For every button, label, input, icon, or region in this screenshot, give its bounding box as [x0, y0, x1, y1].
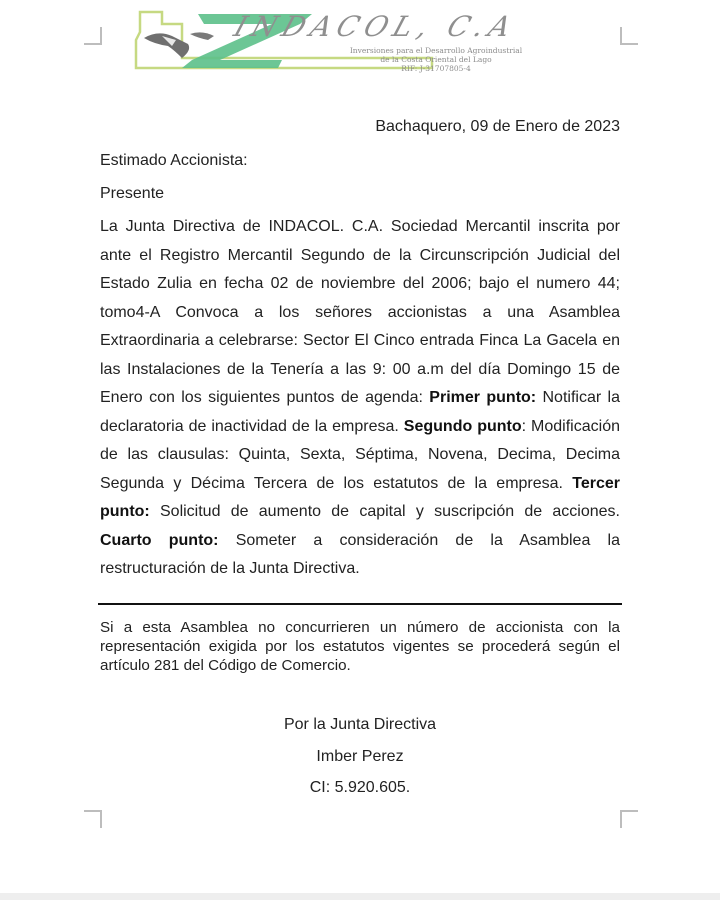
margin-corner-top-right [620, 27, 638, 45]
date-line: Bachaquero, 09 de Enero de 2023 [375, 118, 620, 135]
agenda-point-2-label: Segundo punto [403, 417, 522, 435]
agenda-point-3-text: Solicitud de aumento de capital y suscripción de acciones. [149, 503, 620, 520]
agenda-point-4-label: Cuarto punto: [100, 531, 219, 549]
company-logo [132, 6, 582, 82]
page-bottom-edge [0, 893, 720, 900]
signatory-name: Imber Perez [316, 748, 404, 765]
logo-subtitle-line-2: de la Costa Oriental del Lago [380, 55, 492, 64]
agenda-point-2-text: : Modificación de las clausulas: Quinta, Sexta, Séptima, Novena, Decima, Decima Segunda y Décima Tercera de los estatutos de la empresa. [100, 417, 620, 492]
greeting: Estimado Accionista: [100, 152, 248, 169]
signatory-id: CI: 5.920.605. [309, 779, 411, 796]
letter-body [100, 213, 620, 584]
agenda-point-4-text: Someter a consideración de la Asamblea la restructuración de la Junta Directiva. [100, 531, 620, 577]
logo-subtitle [300, 46, 572, 73]
agenda-point-1-label: Primer punto: [429, 389, 537, 406]
body-intro: La Junta Directiva de INDACOL. C.A. Sociedad Mercantil inscrita por ante el Registro Mercantil Segundo de la Circunscripción Judicial del Estado Zulia en fecha 02 de noviembre del 2006; bajo el numero 44; tomo4-A Convoca a los señores accionistas a una Asamblea Extraordinaria a celebrarse: Sector El Cinco entrada Finca La Gacela en las Instalaciones de la Tenería a las 9: 00 a.m del día Domingo 15 de Enero con los siguientes puntos de agenda: [100, 218, 620, 406]
margin-corner-top-left [84, 27, 102, 45]
logo-subtitle-line-1: Inversiones para el Desarrollo Agroindustrial [349, 46, 523, 55]
logo-company-name: INDACOL, C.A [229, 10, 522, 43]
margin-corner-bottom-left [84, 810, 102, 828]
quorum-note: Si a esta Asamblea no concurrieren un número de accionista con la representación exigida por los estatutos vigentes se procederá según el artículo 281 del Código de Comercio. [100, 619, 620, 674]
margin-corner-bottom-right [620, 810, 638, 828]
agenda-point-1-text: Notificar la declaratoria de inactividad de la empresa. [100, 389, 621, 435]
agenda-point-3-label: Tercer punto: [100, 474, 620, 520]
horizontal-divider [98, 603, 622, 605]
signature-heading: Por la Junta Directiva [283, 716, 437, 733]
logo-rif: RIF: J-31707805-4 [401, 64, 471, 73]
presente-line: Presente [100, 185, 165, 202]
